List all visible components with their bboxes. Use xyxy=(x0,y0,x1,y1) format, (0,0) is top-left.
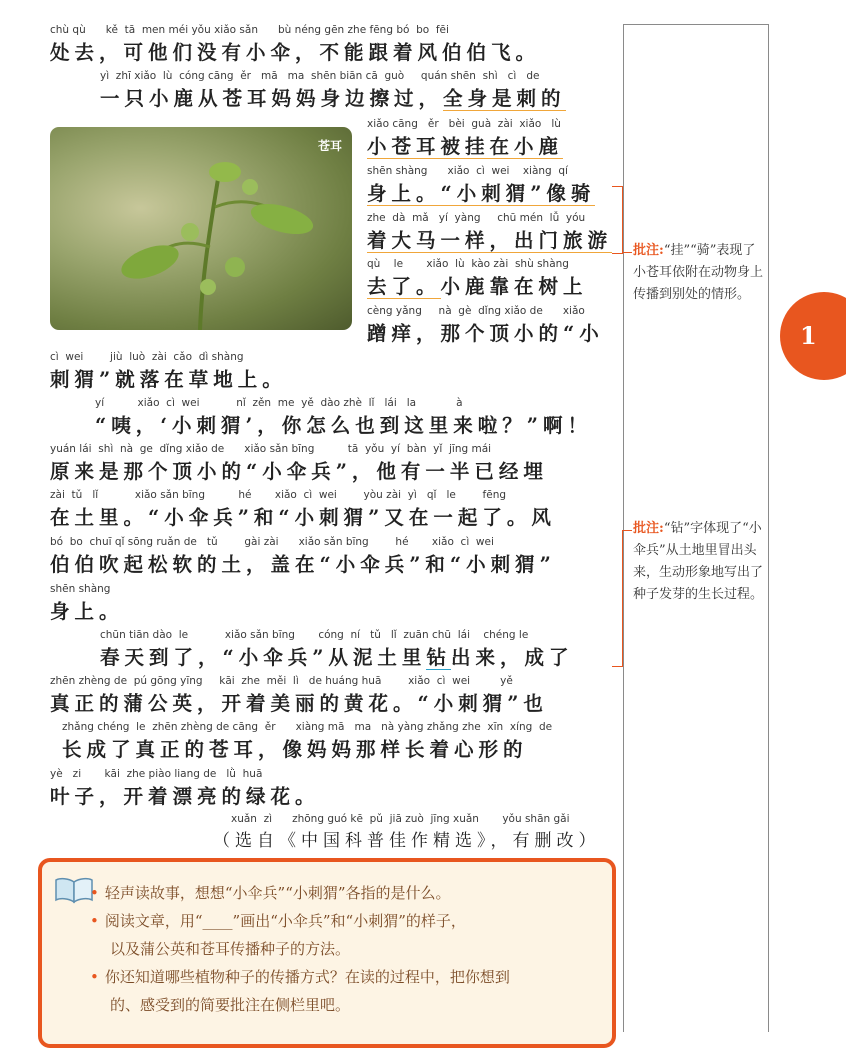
hanzi-plain: 一只小鹿从苍耳妈妈身边擦过， xyxy=(100,87,444,110)
pinyin: yí xiǎo cì wei nǐ zěn me yě dào zhè lǐ lái la à xyxy=(95,397,463,409)
tip-item-2 xyxy=(90,910,466,931)
tip-text: 以及蒲公英和苍耳传播种子的方法。 xyxy=(110,940,351,958)
pinyin: xiǎo cāng ěr bèi guà zài xiǎo lù xyxy=(367,118,561,130)
pinyin: cèng yǎng nà gè dǐng xiǎo de xiǎo xyxy=(367,305,585,317)
tip-text: 轻声读故事，想想“小伞兵”“小刺猬”各指的是什么。 xyxy=(104,884,451,902)
hanzi: 原来是那个顶小的“小伞兵”，他有一半已经埋 xyxy=(50,460,548,483)
hanzi-plain: 出来，成了 xyxy=(450,646,574,669)
hanzi: 在土里。“小伞兵”和“小刺猬”又在一起了。风 xyxy=(50,506,556,529)
cocklebur-photo xyxy=(50,127,352,330)
hanzi: 处去，可他们没有小伞，不能跟着风伯伯飞。 xyxy=(50,41,541,64)
bullet: • xyxy=(90,968,99,986)
tip-item-2-cont xyxy=(110,938,350,959)
pinyin: yì zhī xiǎo lù cóng cāng ěr mā ma shēn biān cā guò quán shēn shì cì de xyxy=(100,70,540,82)
hanzi: 真正的蒲公英，开着美丽的黄花。“小刺猬”也 xyxy=(50,692,548,715)
hanzi-plain: 春天到了，“小伞兵”从泥土里 xyxy=(100,646,427,669)
annotation-connector-2 xyxy=(622,530,632,531)
tip-item-1 xyxy=(90,882,451,903)
note-text: “挂”“骑”表现了小苍耳依附在动物身上传播到别处的情形。 xyxy=(633,243,764,302)
hanzi xyxy=(367,271,588,299)
hanzi: “咦，‘小刺猬’，你怎么也到这里来啦？”啊！ xyxy=(95,414,593,437)
plant-illustration xyxy=(50,127,352,330)
tip-text: 的、感受到的简要批注在侧栏里吧。 xyxy=(110,996,351,1014)
pinyin: zhǎng chéng le zhēn zhèng de cāng ěr xiàng mā ma nà yàng zhǎng zhe xīn xíng de xyxy=(62,721,553,733)
photo-label: 苍耳 xyxy=(317,139,342,153)
tip-item-3-cont xyxy=(110,994,350,1015)
hanzi: 长成了真正的苍耳，像妈妈那样长着心形的 xyxy=(62,738,528,761)
hanzi: 伯伯吹起松软的土，盖在“小伞兵”和“小刺猬” xyxy=(50,553,556,576)
annotation-note-1 xyxy=(633,240,765,306)
pinyin: cì wei jiù luò zài cǎo dì shàng xyxy=(50,351,244,363)
pinyin: shēn shàng xyxy=(50,583,111,595)
bullet: • xyxy=(90,912,99,930)
page-marker: 1 xyxy=(780,292,846,380)
hanzi xyxy=(367,131,563,159)
hanzi xyxy=(100,642,573,670)
hanzi: 蹭痒，那个顶小的“小 xyxy=(367,322,604,345)
pinyin: yuán lái shì nà ge dǐng xiǎo de xiǎo sǎn bīng tā yǒu yí bàn yǐ jīng mái xyxy=(50,443,492,455)
annotation-connector-1 xyxy=(622,252,632,253)
annotation-bracket-2 xyxy=(612,530,623,667)
hanzi: 身上。 xyxy=(50,600,124,623)
pinyin: xuǎn zì zhōng guó kē pǔ jiā zuò jīng xuǎn yǒu shān gǎi xyxy=(231,813,570,825)
hanzi: （选自《中国科普佳作精选》，有删改） xyxy=(213,831,601,851)
hanzi: 叶子，开着漂亮的绿花。 xyxy=(50,785,320,808)
annotation-note-2 xyxy=(633,518,765,606)
hanzi-underlined: 身上。“小刺猬”像骑 xyxy=(367,182,596,205)
tip-text: 阅读文章，用“____”画出“小伞兵”和“小刺猬”的样子， xyxy=(104,912,466,930)
pinyin: yè zi kāi zhe piào liang de lǜ huā xyxy=(50,768,263,780)
tip-item-3 xyxy=(90,966,510,987)
annotation-bracket-1 xyxy=(612,186,623,254)
book-icon xyxy=(54,876,94,904)
hanzi-underlined: 小苍耳被挂在小鹿 xyxy=(367,135,564,158)
hanzi-underlined: 着大马一样，出门旅游 xyxy=(367,229,613,252)
note-text: “钻”字体现了“小伞兵”从土地里冒出头来，生动形象地写出了种子发芽的生长过程。 xyxy=(633,521,764,602)
pinyin: shēn shàng xiǎo cì wei xiàng qí xyxy=(367,165,568,177)
note-label: 批注: xyxy=(633,521,664,536)
pinyin: zhēn zhèng de pú gōng yīng kāi zhe měi lì de huáng huā xiǎo cì wei yě xyxy=(50,675,513,687)
pinyin: chūn tiān dào le xiǎo sǎn bīng cóng ní tǔ lǐ zuān chū lái chéng le xyxy=(100,629,529,641)
hanzi-underlined: 去了。 xyxy=(367,275,441,298)
hanzi xyxy=(367,178,595,206)
pinyin: chù qù kě tā men méi yǒu xiǎo sǎn bù néng gēn zhe fēng bó bo fēi xyxy=(50,24,449,36)
hanzi: 刺猬”就落在草地上。 xyxy=(50,368,287,391)
hanzi-plain: 小鹿靠在树上 xyxy=(440,275,588,298)
hanzi xyxy=(367,225,612,253)
bullet: • xyxy=(90,884,99,902)
hanzi-underlined: 钻 xyxy=(426,646,451,669)
pinyin: zhe dà mǎ yí yàng chū mén lǚ yóu xyxy=(367,212,586,224)
tip-text: 你还知道哪些植物种子的传播方式？在读的过程中，把你想到 xyxy=(104,968,510,986)
note-label: 批注: xyxy=(633,243,664,258)
hanzi-underlined: 全身是刺的 xyxy=(443,87,566,110)
pinyin: bó bo chuī qǐ sōng ruǎn de tǔ gài zài xiǎo sǎn bīng hé xiǎo cì wei xyxy=(50,536,494,548)
hanzi xyxy=(100,83,566,111)
pinyin: zài tǔ lǐ xiǎo sǎn bīng hé xiǎo cì wei yòu zài yì qǐ le fēng xyxy=(50,489,507,501)
pinyin: qù le xiǎo lù kào zài shù shàng xyxy=(367,258,569,270)
